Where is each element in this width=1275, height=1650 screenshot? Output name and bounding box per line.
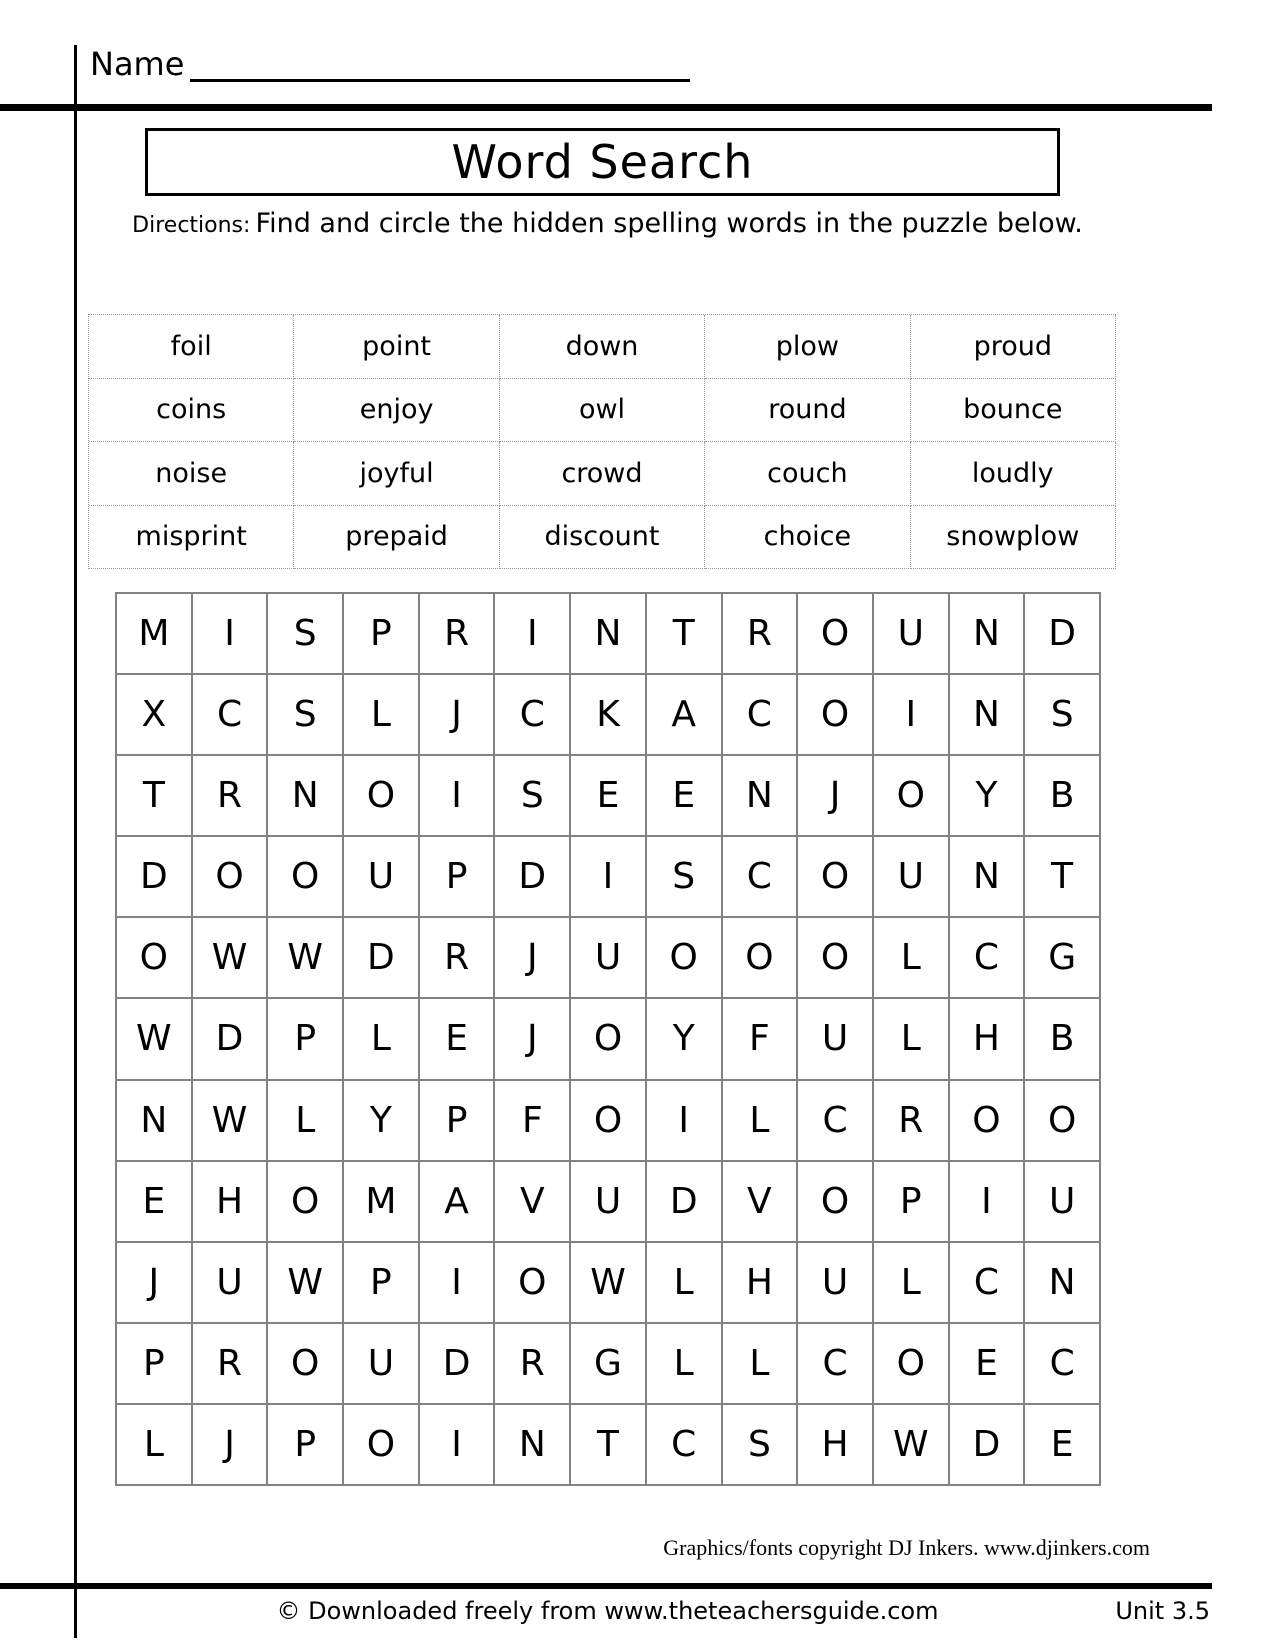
grid-cell: L — [873, 1242, 949, 1323]
word-list-item: discount — [500, 506, 705, 570]
grid-cell: O — [1024, 1080, 1100, 1161]
title-box — [145, 128, 1060, 196]
grid-cell: C — [949, 1242, 1025, 1323]
grid-cell: D — [494, 836, 570, 917]
grid-cell: F — [494, 1080, 570, 1161]
grid-cell: P — [419, 836, 495, 917]
grid-cell: C — [797, 1080, 873, 1161]
puzzle-grid — [115, 592, 1101, 1486]
grid-cell: L — [722, 1323, 798, 1404]
download-note: © Downloaded freely from www.theteachersguide.com — [276, 1597, 939, 1625]
grid-cell: Y — [949, 755, 1025, 836]
grid-cell: N — [494, 1404, 570, 1485]
grid-cell: O — [949, 1080, 1025, 1161]
grid-cell: L — [646, 1323, 722, 1404]
grid-cell: I — [570, 836, 646, 917]
grid-cell: L — [722, 1080, 798, 1161]
grid-cell: N — [722, 755, 798, 836]
grid-cell: R — [873, 1080, 949, 1161]
grid-cell: X — [116, 674, 192, 755]
grid-cell: O — [570, 998, 646, 1079]
grid-cell: D — [192, 998, 268, 1079]
grid-cell: C — [1024, 1323, 1100, 1404]
grid-cell: O — [797, 674, 873, 755]
grid-cell: H — [797, 1404, 873, 1485]
grid-cell: P — [116, 1323, 192, 1404]
grid-cell: C — [494, 674, 570, 755]
grid-cell: I — [419, 1404, 495, 1485]
grid-cell: E — [419, 998, 495, 1079]
grid-cell: T — [646, 593, 722, 674]
word-list-item: round — [705, 379, 910, 443]
grid-cell: I — [949, 1161, 1025, 1242]
grid-cell: I — [419, 1242, 495, 1323]
grid-cell: H — [949, 998, 1025, 1079]
bottom-rule — [0, 1583, 1212, 1589]
grid-cell: S — [1024, 674, 1100, 755]
grid-cell: D — [646, 1161, 722, 1242]
word-list — [88, 314, 1116, 569]
grid-cell: J — [419, 674, 495, 755]
grid-cell: U — [873, 593, 949, 674]
grid-cell: U — [192, 1242, 268, 1323]
grid-cell: O — [267, 836, 343, 917]
word-list-item: choice — [705, 506, 910, 570]
grid-cell: E — [116, 1161, 192, 1242]
grid-cell: C — [192, 674, 268, 755]
grid-cell: T — [116, 755, 192, 836]
grid-cell: P — [873, 1161, 949, 1242]
grid-cell: U — [1024, 1161, 1100, 1242]
word-list-item: prepaid — [294, 506, 499, 570]
grid-cell: R — [722, 593, 798, 674]
word-list-item: down — [500, 315, 705, 379]
grid-cell: W — [116, 998, 192, 1079]
grid-cell: O — [267, 1323, 343, 1404]
grid-cell: R — [192, 755, 268, 836]
directions-label: Directions: — [132, 213, 251, 238]
grid-cell: D — [116, 836, 192, 917]
grid-cell: G — [1024, 917, 1100, 998]
grid-cell: R — [192, 1323, 268, 1404]
grid-cell: L — [116, 1404, 192, 1485]
grid-cell: L — [267, 1080, 343, 1161]
grid-cell: O — [797, 836, 873, 917]
grid-cell: O — [343, 1404, 419, 1485]
word-list-item: owl — [500, 379, 705, 443]
grid-cell: F — [722, 998, 798, 1079]
grid-cell: N — [267, 755, 343, 836]
grid-cell: D — [419, 1323, 495, 1404]
name-label: Name — [90, 44, 185, 83]
grid-cell: R — [419, 593, 495, 674]
word-list-item: crowd — [500, 442, 705, 506]
grid-cell: N — [949, 836, 1025, 917]
grid-cell: N — [949, 674, 1025, 755]
grid-cell: O — [267, 1161, 343, 1242]
grid-cell: I — [419, 755, 495, 836]
grid-cell: L — [343, 998, 419, 1079]
top-rule — [0, 104, 1212, 111]
grid-cell: T — [570, 1404, 646, 1485]
word-list-item: plow — [705, 315, 910, 379]
word-list-item: snowplow — [911, 506, 1116, 570]
grid-cell: N — [949, 593, 1025, 674]
grid-cell: W — [267, 917, 343, 998]
grid-cell: L — [646, 1242, 722, 1323]
grid-cell: W — [570, 1242, 646, 1323]
grid-cell: W — [192, 917, 268, 998]
grid-cell: O — [494, 1242, 570, 1323]
grid-cell: I — [646, 1080, 722, 1161]
grid-cell: L — [873, 917, 949, 998]
grid-cell: P — [419, 1080, 495, 1161]
grid-cell: S — [646, 836, 722, 917]
grid-cell: U — [343, 1323, 419, 1404]
grid-cell: P — [343, 1242, 419, 1323]
word-list-item: point — [294, 315, 499, 379]
grid-cell: A — [419, 1161, 495, 1242]
grid-cell: L — [873, 998, 949, 1079]
grid-cell: H — [722, 1242, 798, 1323]
grid-cell: R — [419, 917, 495, 998]
directions — [0, 208, 1215, 239]
grid-cell: O — [797, 1161, 873, 1242]
word-list-item: enjoy — [294, 379, 499, 443]
credits-text: Graphics/fonts copyright DJ Inkers. www.djinkers.com — [663, 1535, 1150, 1560]
grid-cell: Y — [343, 1080, 419, 1161]
grid-cell: O — [873, 755, 949, 836]
grid-cell: O — [722, 917, 798, 998]
grid-cell: T — [1024, 836, 1100, 917]
grid-cell: U — [570, 917, 646, 998]
word-list-item: proud — [911, 315, 1116, 379]
grid-cell: U — [797, 998, 873, 1079]
grid-cell: O — [570, 1080, 646, 1161]
grid-cell: E — [570, 755, 646, 836]
grid-cell: S — [267, 593, 343, 674]
grid-cell: O — [343, 755, 419, 836]
grid-cell: U — [873, 836, 949, 917]
grid-cell: Y — [646, 998, 722, 1079]
grid-cell: J — [494, 998, 570, 1079]
grid-cell: O — [797, 593, 873, 674]
grid-cell: S — [722, 1404, 798, 1485]
page-title: Word Search — [451, 135, 754, 189]
grid-cell: O — [646, 917, 722, 998]
grid-cell: D — [949, 1404, 1025, 1485]
grid-cell: E — [1024, 1404, 1100, 1485]
grid-cell: U — [343, 836, 419, 917]
grid-cell: C — [722, 674, 798, 755]
grid-cell: B — [1024, 755, 1100, 836]
grid-cell: J — [116, 1242, 192, 1323]
grid-cell: J — [797, 755, 873, 836]
word-list-item: couch — [705, 442, 910, 506]
word-list-item: misprint — [89, 506, 294, 570]
grid-cell: J — [192, 1404, 268, 1485]
grid-cell: C — [646, 1404, 722, 1485]
directions-text: Find and circle the hidden spelling words in the puzzle below. — [255, 208, 1083, 239]
grid-cell: O — [873, 1323, 949, 1404]
word-list-item: noise — [89, 442, 294, 506]
grid-cell: I — [873, 674, 949, 755]
grid-cell: P — [343, 593, 419, 674]
grid-cell: L — [343, 674, 419, 755]
grid-cell: C — [722, 836, 798, 917]
name-blank-line — [190, 46, 690, 82]
grid-cell: O — [797, 917, 873, 998]
grid-cell: N — [116, 1080, 192, 1161]
grid-cell: S — [494, 755, 570, 836]
grid-cell: C — [949, 917, 1025, 998]
unit-label: Unit 3.5 — [1115, 1597, 1210, 1625]
grid-cell: D — [343, 917, 419, 998]
word-list-item: loudly — [911, 442, 1116, 506]
grid-cell: W — [192, 1080, 268, 1161]
grid-cell: R — [494, 1323, 570, 1404]
word-list-item: joyful — [294, 442, 499, 506]
grid-cell: D — [1024, 593, 1100, 674]
grid-cell: V — [494, 1161, 570, 1242]
grid-cell: B — [1024, 998, 1100, 1079]
grid-cell: K — [570, 674, 646, 755]
grid-cell: O — [116, 917, 192, 998]
left-margin-rule — [74, 45, 77, 1638]
grid-cell: N — [1024, 1242, 1100, 1323]
grid-cell: M — [116, 593, 192, 674]
grid-cell: C — [797, 1323, 873, 1404]
name-row — [90, 46, 690, 82]
grid-cell: P — [267, 998, 343, 1079]
grid-cell: G — [570, 1323, 646, 1404]
grid-cell: S — [267, 674, 343, 755]
grid-cell: U — [570, 1161, 646, 1242]
grid-cell: W — [267, 1242, 343, 1323]
grid-cell: W — [873, 1404, 949, 1485]
grid-cell: V — [722, 1161, 798, 1242]
grid-cell: O — [192, 836, 268, 917]
grid-cell: I — [192, 593, 268, 674]
grid-cell: E — [949, 1323, 1025, 1404]
grid-cell: J — [494, 917, 570, 998]
grid-cell: P — [267, 1404, 343, 1485]
word-list-item: bounce — [911, 379, 1116, 443]
grid-cell: H — [192, 1161, 268, 1242]
word-list-item: foil — [89, 315, 294, 379]
word-list-item: coins — [89, 379, 294, 443]
grid-cell: U — [797, 1242, 873, 1323]
grid-cell: A — [646, 674, 722, 755]
grid-cell: I — [494, 593, 570, 674]
grid-cell: M — [343, 1161, 419, 1242]
grid-cell: N — [570, 593, 646, 674]
grid-cell: E — [646, 755, 722, 836]
